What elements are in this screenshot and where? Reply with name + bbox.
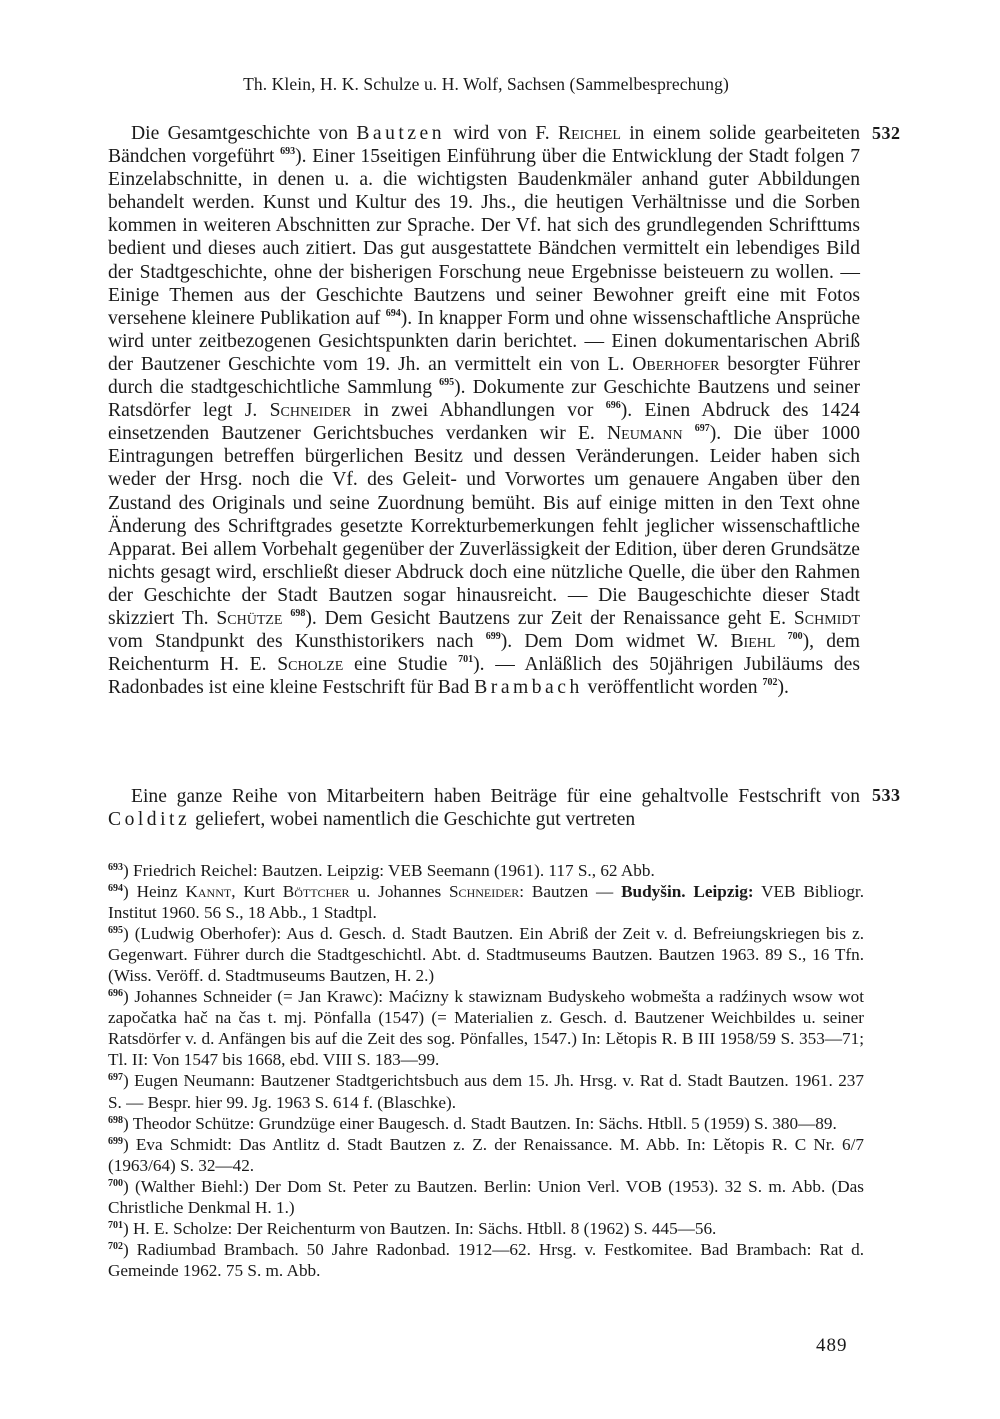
footnote: $^{695}$) (Ludwig Oberhofer): Aus d. Gesch. d. Stadt Bautzen. Ein Abriß der Zeit v. d. Befreiungskriegen bis z. Gegenwart. Führer durch die Stadtgeschichtl. Abt. d. Stadtmuseums Bautzen. Bautzen 1963. 89 S., 16 Tfn. (Wiss. Veröff. d. Stadtmuseums Bautzen, H. 2.) [108, 924, 864, 986]
footnote: $^{696}$) Johannes Schneider (= Jan Krawc): Maćizny k stawiznam Budyskeho wobmešta a radźinych wsow wot započatka hač na čas t. mj. Pönfalla (1547) (= Materialien z. Gesch. d. Bautzener Weichbildes u. seiner Ratsdörfer v. d. Anfängen bis auf die Zeit des sog. Pönfalles, 1547.) In: Lětopis R. B III 1958/59 S. 353—71; Tl. II: Von 1547 bis 1668, ebd. VIII S. 183—99. [108, 987, 864, 1070]
footnote-ref: 699 [485, 631, 501, 643]
author-name: Schneider [269, 400, 352, 422]
running-head: Th. Klein, H. K. Schulze u. H. Wolf, Sachsen (Sammelbesprechung) [243, 74, 729, 94]
author-name: Schütze [216, 607, 283, 629]
margin-number: 533 [872, 785, 901, 805]
footnote: $^{699}$) Eva Schmidt: Das Antlitz d. Stadt Bautzen z. Z. der Renaissance. M. Abb. In: Lětopis R. C Nr. 6/7 (1963/64) S. 32—42. [108, 1134, 864, 1175]
author-name: Biehl [730, 631, 776, 653]
footnote-ref: 698 [290, 607, 306, 619]
author-name: Oberhofer [632, 353, 720, 375]
footnote-ref: 700 [787, 631, 803, 643]
author-name: Scholze [277, 654, 344, 676]
place-name: Bautzen [356, 123, 446, 144]
footnote: $^{702}$) Radiumbad Brambach. 50 Jahre Radonbad. 1912—62. Hrsg. v. Festkomitee. Bad Brambach: Rat d. Gemeinde 1962. 75 S. m. Abb. [108, 1239, 864, 1280]
body-paragraph-2: Eine ganze Reihe von Mitarbeitern haben Beiträge für eine gehaltvolle Festschrift von Colditz geliefert, wobei namentlich die Geschichte gut vertreten [108, 786, 860, 831]
body-paragraph-1: Die Gesamtgeschichte von Bautzen wird von F. Reichel in einem solide gearbeiteten Bändchen vorgeführt $^{693}$). Einer 15seitigen Einführung über die Entwicklung der Stadt folgen 7 Einzelabschnitte, in denen u. a. die wichtigsten Baudenkmäler anhand guter Abbildungen behandelt werden. Kunst und Kultur des 19. Jhs., die heutigen Verhältnisse und die Sorben kommen in weiteren Abschnitten zur Sprache. Der Vf. hat sich des grundlegenden Schrifttums bedient und dieses auch zitiert. Das gut ausgestattete Bändchen vermittelt ein lebendiges Bild der Stadtgeschichte, ohne der bisherigen Forschung neue Ergebnisse beisteuern zu wollen. — Einige Themen aus der Geschichte Bautzens und seiner Bewohner greift eine mit Fotos versehene kleinere Publikation auf $^{694}$). In knapper Form und ohne wissenschaftliche Ansprüche wird unter zeitbezogenen Gesichtspunkten darin berichtet. — Einen dokumentarischen Abriß der Bautzener Geschichte vom 19. Jh. an vermittelt ein von L. Oberhofer besorgter Führer durch die stadtgeschichtliche Sammlung $^{695}$). Dokumente zur Geschichte Bautzens und seiner Ratsdörfer legt J. Schneider in zwei Abhandlungen vor $^{696}$). Einen Abdruck des 1424 einsetzenden Bautzener Gerichtsbuches verdanken wir E. Neumann $^{697}$). Die über 1000 Eintragungen betreffen bürgerlichen Besitz und dessen Veränderungen. Leider haben sich weder der Hrsg. noch die Vf. des Geleit- und Vorwortes um genauere Angaben über den Zustand des Originals und seine Zuordnung bemüht. Bis auf einige mitten in den Text ohne Änderung des Schriftgrades gesetzte Korrekturbemerkungen fehlt jeglicher wissenschaftliche Apparat. Bei allem Vorbehalt gegenüber der Zuverlässigkeit der Edition, über deren Grundsätze nichts gesagt wird, erschließt dieser Abdruck doch eine nützliche Quelle, die über den Rahmen der Geschichte der Stadt Bautzen sogar hinausreicht. — Die Baugeschichte dieser Stadt skizziert Th. Schütze $^{698}$). Dem Gesicht Bautzens zur Zeit der Renaissance geht E. Schmidt vom Standpunkt des Kunsthistorikers nach $^{699}$). Dem Dom widmet W. Biehl $^{700}$), dem Reichenturm H. E. Scholze eine Studie $^{701}$). — Anläßlich des 50jährigen Jubiläums des Radonbades ist eine kleine Festschrift für Bad Brambach veröffentlicht worden $^{702}$). [108, 123, 861, 699]
footnote-ref: 694 [385, 307, 401, 319]
footnote-ref: 696 [605, 400, 621, 412]
footnote: $^{698}$) Theodor Schütze: Grundzüge einer Baugesch. d. Stadt Bautzen. In: Sächs. Htbll. 5 (1959) S. 380—89. [108, 1113, 837, 1133]
page-number: 489 [816, 1335, 848, 1356]
footnotes [108, 860, 864, 1281]
author-name: Schmidt [793, 607, 861, 629]
footnote-ref: 695 [439, 377, 455, 389]
footnote: $^{701}$) H. E. Scholze: Der Reichenturm von Bautzen. In: Sächs. Htbll. 8 (1962) S. 445—56. [108, 1218, 717, 1238]
footnote: $^{697}$) Eugen Neumann: Bautzener Stadtgerichtsbuch aus dem 15. Jh. Hrsg. v. Rat d. Stadt Bautzen. 1961. 237 S. — Bespr. hier 99. Jg. 1963 S. 614 f. (Blaschke). [108, 1071, 864, 1112]
footnote: $^{700}$) (Walther Biehl:) Der Dom St. Peter zu Bautzen. Berlin: Union Verl. VOB (1953). 32 S. m. Abb. (Das Christliche Denkmal H. 1.) [108, 1176, 864, 1217]
place-name: Brambach [474, 677, 583, 699]
footnote: $^{693}$) Friedrich Reichel: Bautzen. Leipzig: VEB Seemann (1961). 117 S., 62 Abb. [108, 861, 655, 880]
author-name: Neumann [607, 423, 683, 445]
place-name: Colditz [108, 809, 191, 831]
footnote: $^{694}$) Heinz Kannt, Kurt Böttcher u. Johannes Schneider: Bautzen — Budyšin. Leipzig: VEB Bibliogr. Institut 1960. 56 S., 18 Abb., 1 Stadtpl. [108, 882, 864, 923]
footnote-ref: 697 [694, 423, 710, 435]
footnote-ref: 693 [280, 146, 296, 158]
author-name: Reichel [558, 123, 621, 144]
margin-number: 532 [872, 123, 901, 143]
footnote-ref: 701 [458, 654, 474, 666]
footnote-ref: 702 [762, 677, 778, 689]
